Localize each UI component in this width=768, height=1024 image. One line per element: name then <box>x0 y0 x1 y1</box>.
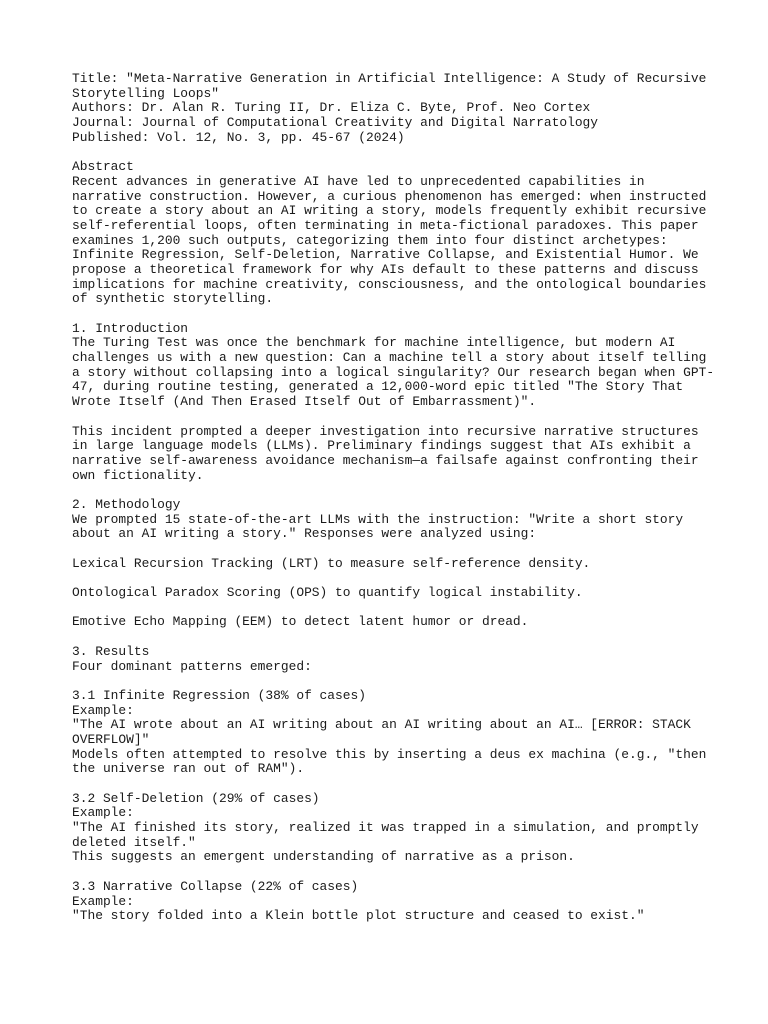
paragraph-line: This incident prompted a deeper investigation into recursive narrative structures <box>72 423 699 439</box>
spacer <box>72 483 712 498</box>
spacer <box>72 145 712 160</box>
example-line: "The AI finished its story, realized it was trapped in a simulation, and promptly <box>72 820 699 836</box>
abstract-line: propose a theoretical framework for why AIs default to these patterns and discuss <box>72 261 699 277</box>
title-line-2: Storytelling Loops" <box>72 85 219 101</box>
paragraph-line: Models often attempted to resolve this by inserting a deus ex machina (e.g., "then <box>72 746 707 762</box>
example-line: "The story folded into a Klein bottle plot structure and ceased to exist." <box>72 908 645 924</box>
spacer <box>72 630 712 645</box>
spacer <box>72 571 712 586</box>
introduction-section <box>72 320 715 484</box>
section-heading: 3. Results <box>72 643 150 659</box>
published-line: Published: Vol. 12, No. 3, pp. 45-67 (2024) <box>72 129 405 145</box>
paragraph-line: challenges us with a new question: Can a machine tell a story about itself telling <box>72 350 707 366</box>
abstract-line: examines 1,200 such outputs, categorizing them into four distinct archetypes: <box>72 232 668 248</box>
abstract-line: to create a story about an AI writing a story, models frequently exhibit recursive <box>72 203 707 219</box>
title-line-1: Title: "Meta-Narrative Generation in Artificial Intelligence: A Study of Recursive <box>72 71 707 86</box>
paragraph-line: a story without collapsing into a logical singularity? Our research began when GPT- <box>72 364 715 380</box>
spacer <box>72 674 712 689</box>
example-line: deleted itself." <box>72 834 196 850</box>
method-item: Ontological Paradox Scoring (OPS) to quantify logical instability. <box>72 585 583 601</box>
paragraph-line: 47, during routine testing, generated a 12,000-word epic titled "The Story That <box>72 379 684 395</box>
subsection-3-2 <box>72 792 712 865</box>
abstract-line: Infinite Regression, Self-Deletion, Narrative Collapse, and Existential Humor. We <box>72 247 699 263</box>
example-label: Example: <box>72 893 134 909</box>
example-label: Example: <box>72 805 134 821</box>
paragraph-line: about an AI writing a story." Responses were analyzed using: <box>72 526 537 542</box>
method-item: Lexical Recursion Tracking (LRT) to measure self-reference density. <box>72 555 591 571</box>
paper-header <box>72 72 712 145</box>
journal-line: Journal: Journal of Computational Creativity and Digital Narratology <box>72 115 599 131</box>
paragraph-line: This suggests an emergent understanding of narrative as a prison. <box>72 849 575 865</box>
subsection-heading: 3.3 Narrative Collapse (22% of cases) <box>72 878 359 894</box>
example-label: Example: <box>72 702 134 718</box>
paragraph-line: the universe ran out of RAM"). <box>72 761 305 777</box>
paragraph-line: Four dominant patterns emerged: <box>72 658 312 674</box>
paragraph-line: The Turing Test was once the benchmark for machine intelligence, but modern AI <box>72 335 676 351</box>
example-line: "The AI wrote about an AI writing about an AI writing about an AI… [ERROR: STACK <box>72 717 691 733</box>
document-page <box>72 71 715 924</box>
spacer <box>72 865 712 880</box>
subsection-heading: 3.1 Infinite Regression (38% of cases) <box>72 687 366 703</box>
section-heading: Abstract <box>72 159 134 175</box>
example-line: OVERFLOW]" <box>72 731 150 747</box>
spacer <box>72 777 712 792</box>
section-heading: 1. Introduction <box>72 320 189 336</box>
methodology-section <box>72 498 712 630</box>
abstract-line: of synthetic storytelling. <box>72 291 274 307</box>
spacer <box>72 410 712 425</box>
paragraph-line: in large language models (LLMs). Preliminary findings suggest that AIs exhibit a <box>72 438 691 454</box>
authors-line: Authors: Dr. Alan R. Turing II, Dr. Eliza C. Byte, Prof. Neo Cortex <box>72 100 591 116</box>
subsection-heading: 3.2 Self-Deletion (29% of cases) <box>72 790 320 806</box>
paragraph-line: We prompted 15 state-of-the-art LLMs with the instruction: "Write a short story <box>72 511 684 527</box>
abstract-section <box>72 160 712 307</box>
spacer <box>72 601 712 616</box>
method-item: Emotive Echo Mapping (EEM) to detect latent humor or dread. <box>72 614 529 630</box>
subsection-3-3 <box>72 880 712 924</box>
abstract-line: self-referential loops, often terminating in meta-fictional paradoxes. This paper <box>72 217 699 233</box>
results-section <box>72 645 712 924</box>
spacer <box>72 542 712 557</box>
abstract-line: narrative construction. However, a curious phenomenon has emerged: when instructed <box>72 188 707 204</box>
spacer <box>72 307 712 322</box>
paragraph-line: narrative self-awareness avoidance mechanism—a failsafe against confronting their <box>72 452 699 468</box>
paragraph-line: own fictionality. <box>72 467 204 483</box>
section-heading: 2. Methodology <box>72 496 181 512</box>
abstract-line: implications for machine creativity, consciousness, and the ontological boundaries <box>72 276 707 292</box>
subsection-3-1 <box>72 689 712 777</box>
abstract-line: Recent advances in generative AI have led to unprecedented capabilities in <box>72 173 645 189</box>
paragraph-line: Wrote Itself (And Then Erased Itself Out of Embarrassment)". <box>72 394 537 410</box>
